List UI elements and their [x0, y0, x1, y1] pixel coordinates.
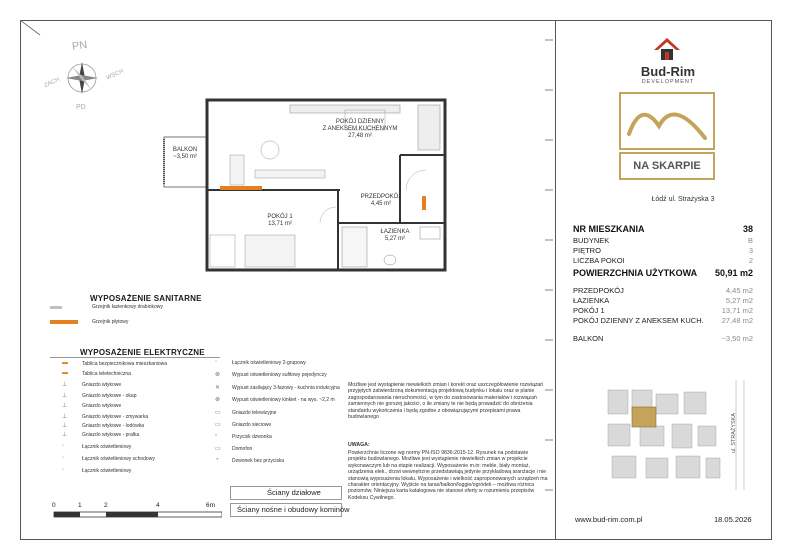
info-balkon	[573, 334, 753, 343]
elec-right-7: Domofon	[232, 446, 253, 452]
na-skarpie-logo-icon	[619, 92, 715, 150]
elec-right-3: Wypust oświetleniowy kinkiet - na wys. ~2,2 m	[232, 397, 335, 403]
site-map-street: ul. STRAŻYSKA	[731, 412, 738, 454]
elec-right-5: Gniazdo sieciowe	[232, 422, 272, 428]
info-room-2-label: POKÓJ 1	[573, 306, 605, 315]
socket-hood-icon: ⊥	[62, 393, 68, 399]
wall-legend-load-bearing	[230, 503, 350, 517]
room-pokoj1	[255, 214, 305, 228]
stair-switch-icon: ◦	[62, 455, 65, 461]
room-balkon-name: BALKON	[172, 147, 198, 153]
panel-radiator-icon	[50, 320, 78, 324]
info-room-1-value: 5,27 m2	[725, 296, 753, 305]
elec-right-6: Przycisk dzwonka	[232, 434, 272, 440]
elec-left-5: Gniazdo wtykowe - zmywarka	[82, 414, 149, 420]
info-powierzchnia	[573, 268, 753, 278]
info-pietro-value: 3	[748, 246, 753, 255]
elec-right-4: Gniazdo telewizyjne	[232, 410, 277, 416]
switch-icon: ◦	[62, 443, 65, 449]
scale-bar-graphic	[52, 511, 222, 519]
info-pow-value: 50,91 m2	[714, 268, 753, 278]
info-room-1-label: ŁAZIENKA	[573, 296, 610, 305]
elec-left-0: Tablica bezpiecznikowa mieszkaniowa	[82, 361, 168, 367]
info-room-2	[573, 306, 753, 315]
elec-left-9: Łącznik oświetleniowy schodowy	[82, 456, 155, 462]
room-pokoj-dzienny-area: 27,48 m²	[348, 133, 372, 139]
room-pokoj-dzienny-name2: Z ANEKSEM KUCHENNYM	[322, 126, 398, 132]
switch-icon: ◦	[62, 467, 65, 473]
footer-website[interactable]: www.bud-rim.com.pl	[575, 515, 643, 524]
info-balkon-label: BALKON	[573, 334, 604, 343]
info-pietro	[573, 246, 753, 255]
socket-icon: ⊥	[62, 382, 68, 388]
info-pow-label: POWIERZCHNIA UŻYTKOWA	[573, 268, 698, 278]
info-room-1	[573, 296, 753, 305]
room-pokoj-dzienny-name1: POKÓJ DZIENNY	[335, 119, 385, 125]
room-przedpokoj-name: PRZEDPOKÓJ	[360, 194, 402, 200]
wall-load-bearing-label: Ściany nośne i obudowy kominów	[237, 505, 350, 514]
room-pokoj1-area: 13,71 m²	[268, 221, 292, 227]
room-balkon-area: ~3,50 m²	[173, 154, 197, 160]
info-nr-label: NR MIESZKANIA	[573, 224, 645, 234]
elec-left-4: Gniazdo wtykowe	[82, 403, 122, 409]
scale-tick-4: 6m	[206, 502, 216, 509]
notes-para2: Powierzchnie liczone wg normy PN-ISO 9836:2015-12. Rysunek na podstawie projektu budowlanego. Możliwe jest wystąpienie niewielkich zmian w projekcie wykonawczym lub na etapie realizacji. Wyposażenie m.in: meble, biały montaż, urządzenia elek., drzwi wewnętrzne przedstawiają jedynie przykładową aranżacje i nie stanowią wyposażenia lokalu. Wyposażenie i wielkość zaproponowanych urządzeń ma charakter orientacyjny. Wyjście na taras/balkon/loggie/ogródek – możliwa różnica poziomów. Niniejsza karta katalogowa nie stanowi oferty w rozumieniu przepisów Kodeksu Cywilnego.	[348, 450, 548, 501]
compass-rose-icon	[50, 38, 130, 118]
fuse-board-icon: ▬	[62, 360, 68, 366]
info-budynek-label: BUDYNEK	[573, 236, 610, 245]
notes-para1: Możliwe jest wystąpienie niewielkich zmian i korekt oraz uszczegółowienie rozwiązań przyjętych zatwierdzoną dokumentacją projektową budynku i lokalu oraz w planie zagospodarowania nieruchomości, w tym do zastosowania materiałów i rozwiązań zamiennych nie gorszej jakości, o ile zmiany te nie będą prowadzić do obniżenia standardu wykończenia i będą zgodne z obowiązującymi przepisami prawa budowlanego	[348, 382, 544, 421]
project-address: Łódź ul. Strażyska 3	[651, 196, 715, 203]
room-lazienka	[370, 229, 420, 243]
elec-left-10: Łącznik oświetleniowy	[82, 468, 132, 474]
intercom-icon: ▭	[215, 446, 221, 452]
network-socket-icon: ▭	[215, 422, 221, 428]
info-room-3-value: 27,48 m2	[721, 316, 753, 325]
elec-right-8: Dzwonek bez przycisku	[232, 458, 285, 464]
info-budynek-value: B	[747, 236, 753, 245]
info-nr-value: 38	[742, 224, 753, 234]
scale-tick-2: 2	[104, 502, 108, 509]
elec-left-2: Gniazdo wtykowe	[82, 382, 122, 388]
frame-corner	[20, 20, 560, 40]
wall-legend-partition	[230, 486, 342, 500]
scale-tick-0: 0	[52, 502, 56, 509]
elec-right-1: Wypust oświetleniowy sufitowy pojedynczy	[232, 372, 327, 378]
compass-west: ZACH	[43, 76, 61, 90]
compass-east: WSCH	[105, 68, 125, 82]
sanitary-title: WYPOSAŻENIE SANITARNE	[90, 294, 202, 303]
elec-left-8: Łącznik oświetleniowy	[82, 444, 132, 450]
compass-north: PN	[71, 38, 89, 54]
info-pokoi	[573, 256, 753, 265]
elec-left-7: Gniazdo wtykowe - pralka	[82, 432, 140, 438]
bell-icon: ◔	[215, 457, 219, 463]
wall-partition-label: Ściany działowe	[267, 488, 321, 497]
ceiling-light-icon: ⊗	[215, 372, 221, 378]
info-room-3	[573, 316, 753, 325]
info-pietro-label: PIĘTRO	[573, 246, 601, 255]
info-room-2-value: 13,71 m2	[721, 306, 753, 315]
compass	[43, 38, 130, 118]
tv-socket-icon: ▭	[215, 410, 221, 416]
sanitary-item-0: Grzejnik łazienkowy drabinkowy	[92, 304, 163, 310]
footer-date: 18.05.2026	[714, 515, 752, 524]
elec-left-3: Gniazdo wtykowe - okap	[82, 393, 137, 399]
divider-ticks	[545, 30, 565, 530]
sanitary-item-1: Grzejnik płytowy	[92, 319, 129, 325]
info-nr	[573, 224, 753, 234]
project-name: NA SKARPIE	[633, 160, 701, 172]
floor-plan	[160, 95, 460, 275]
info-pokoi-label: LICZBA POKOI	[573, 256, 625, 265]
info-room-0-value: 4,45 m2	[725, 286, 753, 295]
wall-light-icon: ⊗	[215, 397, 221, 403]
double-switch-icon: ◦	[215, 359, 218, 365]
room-balkon	[160, 147, 210, 161]
elec-left-6: Gniazdo wtykowe - lodówka	[82, 423, 144, 429]
site-map	[600, 380, 760, 490]
company-name: Bud-Rim	[640, 64, 696, 79]
info-budynek	[573, 236, 753, 245]
info-room-0-label: PRZEDPOKÓJ	[573, 286, 624, 295]
socket-washer-icon: ⊥	[62, 432, 68, 438]
ladder-radiator-icon	[50, 306, 62, 309]
compass-south: PD	[76, 104, 86, 111]
company-sub: DEVELOPMENT	[641, 79, 695, 85]
electrical-title: WYPOSAŻENIE ELEKTRYCZNE	[80, 348, 205, 357]
room-pokoj1-name: POKÓJ 1	[267, 214, 293, 220]
notes-uwaga: UWAGA:	[348, 442, 370, 448]
scale-bar	[46, 500, 226, 530]
socket-dishwasher-icon: ⊥	[62, 414, 68, 420]
brand-block	[618, 30, 728, 200]
info-balkon-value: ~3,50 m2	[721, 334, 753, 343]
info-room-0	[573, 286, 753, 295]
elec-right-2: Wypust zasilający 3-fazowy - kuchnia indukcyjna	[232, 385, 340, 391]
socket-icon: ⊥	[62, 403, 68, 409]
bud-rim-logo-icon	[652, 36, 682, 62]
room-lazienka-name: ŁAZIENKA	[380, 229, 410, 235]
room-pokoj-dzienny	[310, 119, 410, 140]
telecom-board-icon: ▬	[62, 370, 68, 376]
electrical-rule	[50, 357, 220, 358]
doorbell-button-icon: ▫	[215, 433, 218, 439]
scale-tick-1: 1	[78, 502, 82, 509]
elec-right-0: Łącznik oświetleniowy 2-grupowy	[232, 360, 306, 366]
project-badge	[619, 152, 715, 180]
room-przedpokoj	[356, 194, 406, 208]
socket-fridge-icon: ⊥	[62, 423, 68, 429]
three-phase-outlet-icon: ✕	[215, 385, 221, 391]
info-room-3-label: POKÓJ DZIENNY Z ANEKSEM KUCH.	[573, 316, 704, 325]
room-lazienka-area: 5,27 m²	[384, 236, 406, 242]
scale-tick-3: 4	[156, 502, 160, 509]
elec-left-1: Tablica teletechniczna	[82, 371, 131, 377]
info-pokoi-value: 2	[748, 256, 753, 265]
room-przedpokoj-area: 4,45 m²	[370, 201, 392, 207]
